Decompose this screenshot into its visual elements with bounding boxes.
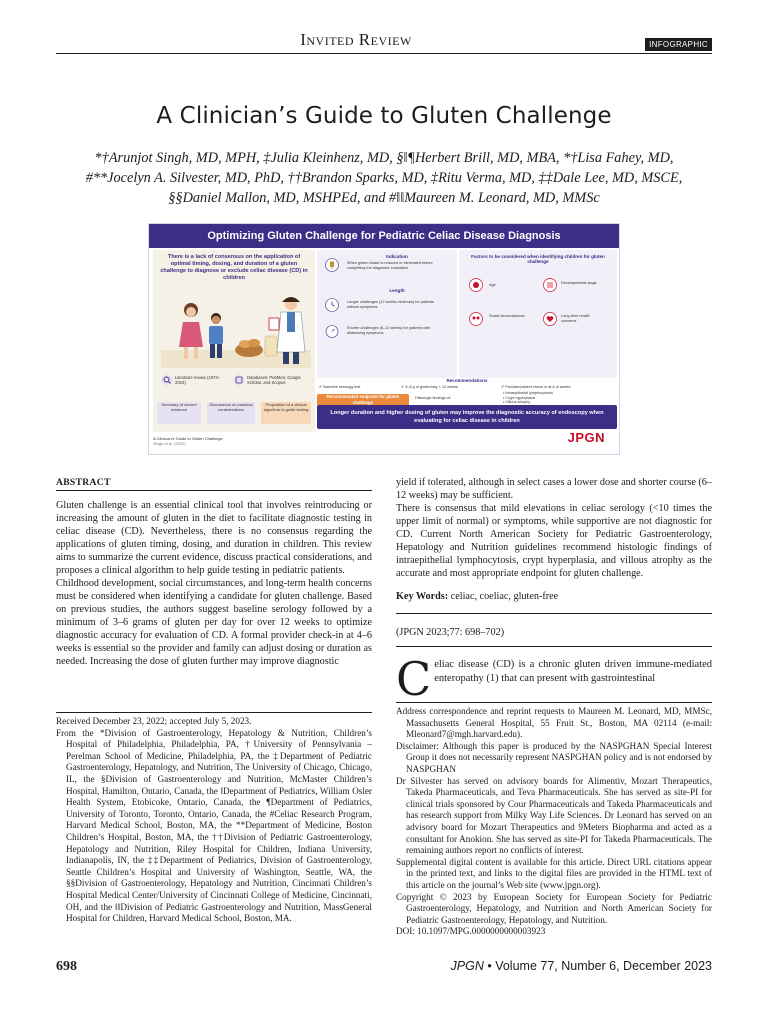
abstract-left-column — [56, 476, 372, 668]
clock-icon — [325, 298, 339, 312]
journal-name: JPGN — [450, 959, 484, 973]
received-dates: Received December 23, 2022; accepted July 5, 2023. — [56, 716, 252, 726]
caption-authors: Singh et al. (2023) — [153, 441, 186, 446]
caption-title: A Clinician’s Guide to Gluten Challenge — [153, 436, 223, 441]
infographic-left-panel — [153, 250, 315, 432]
histologic-finding-2: • Crypt hyperplasia — [503, 395, 535, 400]
indication-text: When gluten intake is reduced or eliminated before completing the diagnostic evaluation — [347, 261, 433, 270]
factor-age: Age — [489, 283, 496, 287]
infographic-conclusion: Longer duration and higher dosing of gluten may improve the diagnostic accuracy of endoscopy when evaluating for celiac disease in children — [317, 405, 617, 429]
abstract-paragraph-2: Childhood development, social circumstances, and long-term health concerns must be considered when identifying a candidate for gluten challenge. Based on previous studies, the authors suggest baseline serology followed by a minimum of 3–6 grams of gluten per day for over 12 weeks to optimize diagnostic accuracy for evaluation of CD. A formal provider check-in at 4–6 weeks is essential so the provider and family can adjust dosing or duration as needed. Increasing the dose of gluten further may improve diagnostic — [56, 578, 373, 667]
check-icon: ✔ — [501, 385, 506, 389]
abstract-heading: ABSTRACT — [56, 477, 111, 488]
journal-issue — [451, 959, 712, 973]
abstract-paragraph-3: yield if tolerated, although in select cases a lower dose and shorter course (6–12 weeks) may be sufficient. — [396, 477, 712, 501]
abstract-right-column — [396, 476, 712, 603]
copyright: Copyright © 2023 by European Society for European Society for Pediatric Gastroenterology, Hepatology, and Nutrition and North American Society for Pediatric Gastroenterology, Hepatology, and Nutrition. — [396, 891, 712, 925]
jpgn-logo: JPGN — [567, 430, 605, 445]
histologic-finding-1: • Intraepithelial lymphocytosis — [503, 391, 553, 395]
author-list — [56, 148, 712, 208]
supplemental-content: Supplemental digital content is available for this article. Direct URL citations appear in the printed text, and links to the digital files are provided in the HTML text of this article on the journal’s Web site (www.jpgn.org). — [396, 856, 712, 890]
database-icon — [233, 374, 245, 386]
heart-icon — [543, 312, 557, 326]
infographic-badge: INFOGRAPHIC — [645, 38, 712, 51]
factors-title: Factors to be considered when identifying children for gluten challenge — [471, 254, 605, 264]
check-icon: ✔ — [319, 385, 324, 389]
age-icon — [469, 278, 483, 292]
citation-rule — [396, 646, 712, 647]
stopwatch-icon — [325, 324, 339, 338]
citation: (JPGN 2023;77: 698–702) — [396, 627, 505, 638]
disclaimer: Disclaimer: Although this paper is produced by the NASPGHAN Special Interest Group it does not necessarily represent NASPGHAN policy and is not endorsed by NASPGHAN — [396, 740, 712, 774]
authors-line-2: #**Jocelyn A. Silvester, MD, PhD, ††Brandon Sparks, MD, ‡Ritu Verma, MD, ‡‡Dale Lee, MD, MSCE, — [85, 170, 683, 186]
abstract-rule-right — [396, 613, 712, 614]
infographic-intro: There is a lack of consensus on the application of optimal timing, dosing, and duration of a gluten challenge to diagnose or exclude celiac disease (CD) in children — [160, 254, 308, 281]
conflicts-of-interest: Dr Silvester has served on advisory boards for Alimentiv, Mozart Therapeutics, Takeda Pharmaceuticals, and Teva Pharmaceuticals. She has served as site-PI for clinical trials sponsored by Cour Pharmaceuticals and Takeda Pharmaceuticals and has research support from Milky Way Life Sciences. Dr Leonard has served on an advisory board for Mozart Therapeutics and 9Meters Biopharma and acted as a consultant for Anokion. She has served as site-PI for Takeda Pharmaceuticals. The remaining authors report no conflicts of interest. — [396, 775, 712, 856]
databases-label: Databases: PubMed, Google Scholar, and Scopus — [247, 375, 301, 385]
dropcap: C — [396, 652, 432, 706]
factors-panel — [459, 250, 617, 378]
abstract-paragraph-4: There is consensus that mild elevations in celiac serology (<10 times the upper limit of normal) or symptoms, while supportive are not diagnostic for CD. Current North American Society for Pediatric Gastroenterology, Hepatology and Nutrition guidelines recommend histologic findings of intraepithelial lymphocytosis, crypt hyperplasia, and villous atrophy as the accurate and most appropriate endpoint for gluten challenge. — [396, 503, 712, 579]
footnotes-left — [56, 716, 372, 925]
recommendation-3: ✔ Provider/patient check-in at 4–6 weeks — [501, 385, 571, 389]
literature-review-label: Literature review (1973–2023) — [175, 375, 221, 385]
issue-info: • Volume 77, Number 6, December 2023 — [483, 959, 712, 973]
indication-title: Indication — [386, 254, 408, 259]
infographic — [148, 223, 620, 455]
children-and-doctor-illustration — [161, 292, 311, 368]
keywords-label: Key Words: — [396, 591, 449, 602]
running-header — [56, 30, 712, 52]
wheat-icon — [325, 258, 339, 272]
intro-paragraph — [396, 652, 712, 706]
abstract-rule-left — [56, 490, 372, 491]
histologic-label: Histologic findings of: — [415, 396, 451, 400]
keywords-text: celiac, coeliac, gluten-free — [448, 591, 559, 602]
social-icon — [469, 312, 483, 326]
header-rule — [56, 53, 712, 54]
factor-longterm: Long-term health concerns — [561, 314, 590, 323]
abstract-paragraph-1: Gluten challenge is an essential clinical tool that involves reintroducing or increasing the amount of gluten in the diet to facilitate diagnostic testing in celiac disease (CD). Nevertheless, there is no consensus regarding the applications of gluten timing, dosing, and duration in children. This review aims to summarize the current evidence, discuss practical considerations, and proposes a clinical algorithm to help guide testing in pediatric patients. — [56, 500, 372, 576]
keywords — [396, 590, 712, 603]
correspondence: Address correspondence and reprint requests to Maureen M. Leonard, MD, MMSc, Massachusetts General Hospital, 55 Fruit St., Boston, MA 02114 (e-mail: Mleonard7@mgh.harvard.edu). — [396, 706, 712, 740]
flow-step-algorithm: Proposition of a clinical algorithm to guide testing — [261, 402, 311, 424]
footnotes-right — [396, 706, 712, 938]
length-title: Length — [389, 288, 405, 293]
footnote-rule-right — [396, 702, 712, 703]
factor-social: Social circumstances — [489, 314, 525, 318]
indication-length-panel — [317, 250, 457, 378]
check-icon: ✔ — [401, 385, 406, 389]
factor-developmental: Developmental stage — [561, 281, 597, 285]
recommendation-2: ✔ 3–6 g of gluten/day × 12 weeks — [401, 385, 458, 389]
footnote-rule-left — [56, 712, 372, 713]
flow-step-discussions: Discussions on practical considerations — [207, 402, 255, 424]
length-long-text: Longer challenges (12 weeks minimum) for patients without symptoms — [347, 300, 434, 309]
method-flow — [157, 400, 313, 426]
development-icon — [543, 278, 557, 292]
affiliations: From the *Division of Gastroenterology, Hepatology & Nutrition, Children’s Hospital of Philadelphia, Philadelphia, PA, †University of Pennsylvania – Perelman School of Medicine, Philadelphia, PA, the ‡Department of Pediatric Gastroenterology, Hepatology, and Nutrition, The University of Chicago, Chicago, IL, the §Division of Gastroenterology and Nutrition, McMaster Children’s Hospital, Hamilton, Ontario, Canada, the ‖Department of Pediatrics, William Osler Health System, Etobicoke, Ontario, Canada, the ¶Department of Pediatrics, University of Toronto, Toronto, Ontario, Canada, the #Celiac Research Program, Harvard Medical School, Boston, MA, the **Department of Medicine, Boston Children’s Hospital, Boston, MA, the ††Division of Pediatric Gastroenterology, Hepatology and Nutrition, Riley Hospital for Children, Indiana University, Indianapolis, IN, the ‡‡Department of Pediatrics, Division of Gastroenterology, Seattle Children’s Hospital and University of Washington, Seattle, WA, the §§Division of Gastroenterology, Hepatology and Nutrition, Cincinnati Children’s Hospital Medical Center/University of Cincinnati College of Medicine, Cincinnati, OH, and the ‖‖Division of Pediatric Gastroenterology and Nutrition, MassGeneral Hospital for Children, Harvard Medical School, Boston, MA. — [56, 727, 372, 924]
endpoint-label: Recommended endpoint for gluten challenge — [317, 394, 409, 406]
length-short-text: Shorter challenges (6–12 weeks) for patients with distressing symptoms — [347, 326, 431, 335]
doi: DOI: 10.1097/MPG.0000000000003923 — [396, 926, 546, 937]
magnifier-icon — [161, 374, 173, 386]
authors-line-3: §§Daniel Mallon, MD, MSHPEd, and #‖‖Maureen M. Leonard, MD, MMSc — [168, 190, 600, 206]
infographic-banner: Optimizing Gluten Challenge for Pediatric Celiac Disease Diagnosis — [149, 224, 619, 248]
recommendation-1: ✔ Baseline serology test — [319, 385, 361, 389]
page-number: 698 — [56, 959, 77, 974]
article-title: A Clinician’s Guide to Gluten Challenge — [156, 103, 612, 129]
flow-step-summary: Summary of current evidence — [157, 402, 201, 424]
section-label: Invited Review — [300, 30, 412, 49]
infographic-caption — [153, 436, 223, 446]
authors-line-1: *†Arunjot Singh, MD, MPH, ‡Julia Kleinhenz, MD, §‖¶Herbert Brill, MD, MBA, *†Lisa Fahey, MD, — [94, 150, 674, 166]
histologic-finding-3: • Villous atrophy — [503, 400, 531, 405]
recommendations-title: Recommendations — [446, 378, 488, 383]
intro-text: eliac disease (CD) is a chronic gluten driven immune-mediated enteropathy (1) that can present with gastrointestinal — [434, 659, 712, 684]
